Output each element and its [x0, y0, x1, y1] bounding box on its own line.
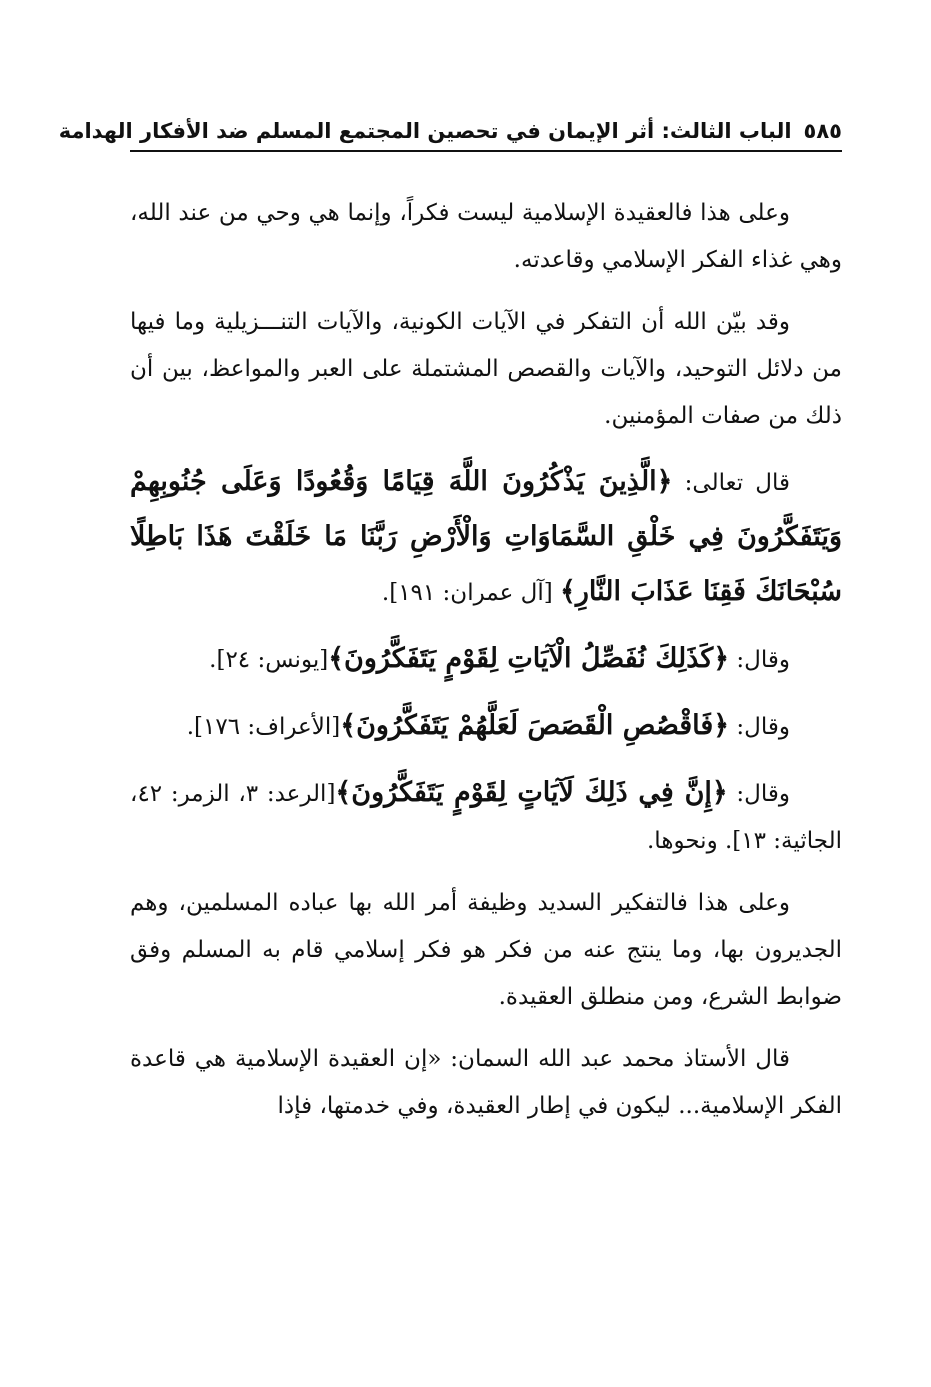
- quran-verse-1: ﴿الَّذِينَ يَذْكُرُونَ اللَّهَ قِيَامًا وَقُعُودًا وَعَلَى جُنُوبِهِمْ وَيَتَفَكَّرُونَ فِي خَلْقِ السَّمَاوَاتِ وَالْأَرْضِ رَبَّنَا مَا خَلَقْتَ هَذَا بَاطِلًا سُبْحَانَكَ فَقِنَا عَذَابَ النَّارِ﴾: [130, 466, 842, 607]
- running-header: [58, 106, 842, 146]
- paragraph-1: وعلى هذا فالعقيدة الإسلامية ليست فكراً، وإنما هي وحي من عند الله، وهي غذاء الفكر الإسلامي وقاعدته.: [130, 200, 842, 273]
- paragraph-2: وقد بيّن الله أن التفكر في الآيات الكونية، والآيات التنـــزيلية وما فيها من دلائل التوحيد، والآيات والقصص المشتملة على العبر والمواعظ، بين أن ذلك من صفات المؤمنين.: [130, 309, 842, 429]
- verse-1-lead: قال تعالى:: [672, 470, 790, 496]
- verse-4-lead: وقال:: [727, 781, 790, 807]
- paragraph-4: قال الأستاذ محمد عبد الله السمان: «إن العقيدة الإسلامية هي قاعدة الفكر الإسلامية... ليكون في إطار العقيدة، وفي خدمتها، فإذا: [130, 1046, 842, 1119]
- header-rule: [130, 150, 842, 152]
- verse-paragraph-1: [130, 455, 842, 620]
- quran-verse-2: ﴿كَذَلِكَ نُفَصِّلُ الْآيَاتِ لِقَوْمٍ يَتَفَكَّرُونَ﴾: [328, 643, 730, 674]
- verse-2-reference: [يونس: ٢٤].: [209, 647, 329, 673]
- paragraph-3: وعلى هذا فالتفكير السديد وظيفة أمر الله بها عباده المسلمين، وهم الجديرون بها، وما ينتج عنه من فكر هو فكر إسلامي قام به المسلم وفق ضوابط الشرع، ومن منطلق العقيدة.: [130, 890, 842, 1010]
- verse-4-reference: [الرعد: ٣، الزمر: ٤٢، الجاثية: ١٣]. ونحوها.: [130, 781, 842, 854]
- verse-paragraph-4: [130, 769, 842, 865]
- quran-verse-3: ﴿فَاقْصُصِ الْقَصَصَ لَعَلَّهُمْ يَتَفَكَّرُونَ﴾: [340, 710, 730, 741]
- body-text: [130, 190, 842, 1145]
- verse-3-lead: وقال:: [729, 714, 790, 740]
- page-number: ٥٨٥: [803, 119, 842, 143]
- verse-2-lead: وقال:: [729, 647, 790, 673]
- chapter-title: الباب الثالث: أثر الإيمان في تحصين المجتمع المسلم ضد الأفكار الهدامة: [58, 119, 792, 143]
- document-page: [58, 0, 842, 1387]
- verse-1-reference: [آل عمران: ١٩١].: [381, 580, 560, 606]
- quran-verse-4: ﴿إِنَّ فِي ذَلِكَ لَآيَاتٍ لِقَوْمٍ يَتَفَكَّرُونَ﴾: [335, 777, 728, 808]
- verse-paragraph-2: [130, 635, 842, 684]
- verse-3-reference: [الأعراف: ١٧٦].: [186, 714, 341, 740]
- verse-paragraph-3: [130, 702, 842, 751]
